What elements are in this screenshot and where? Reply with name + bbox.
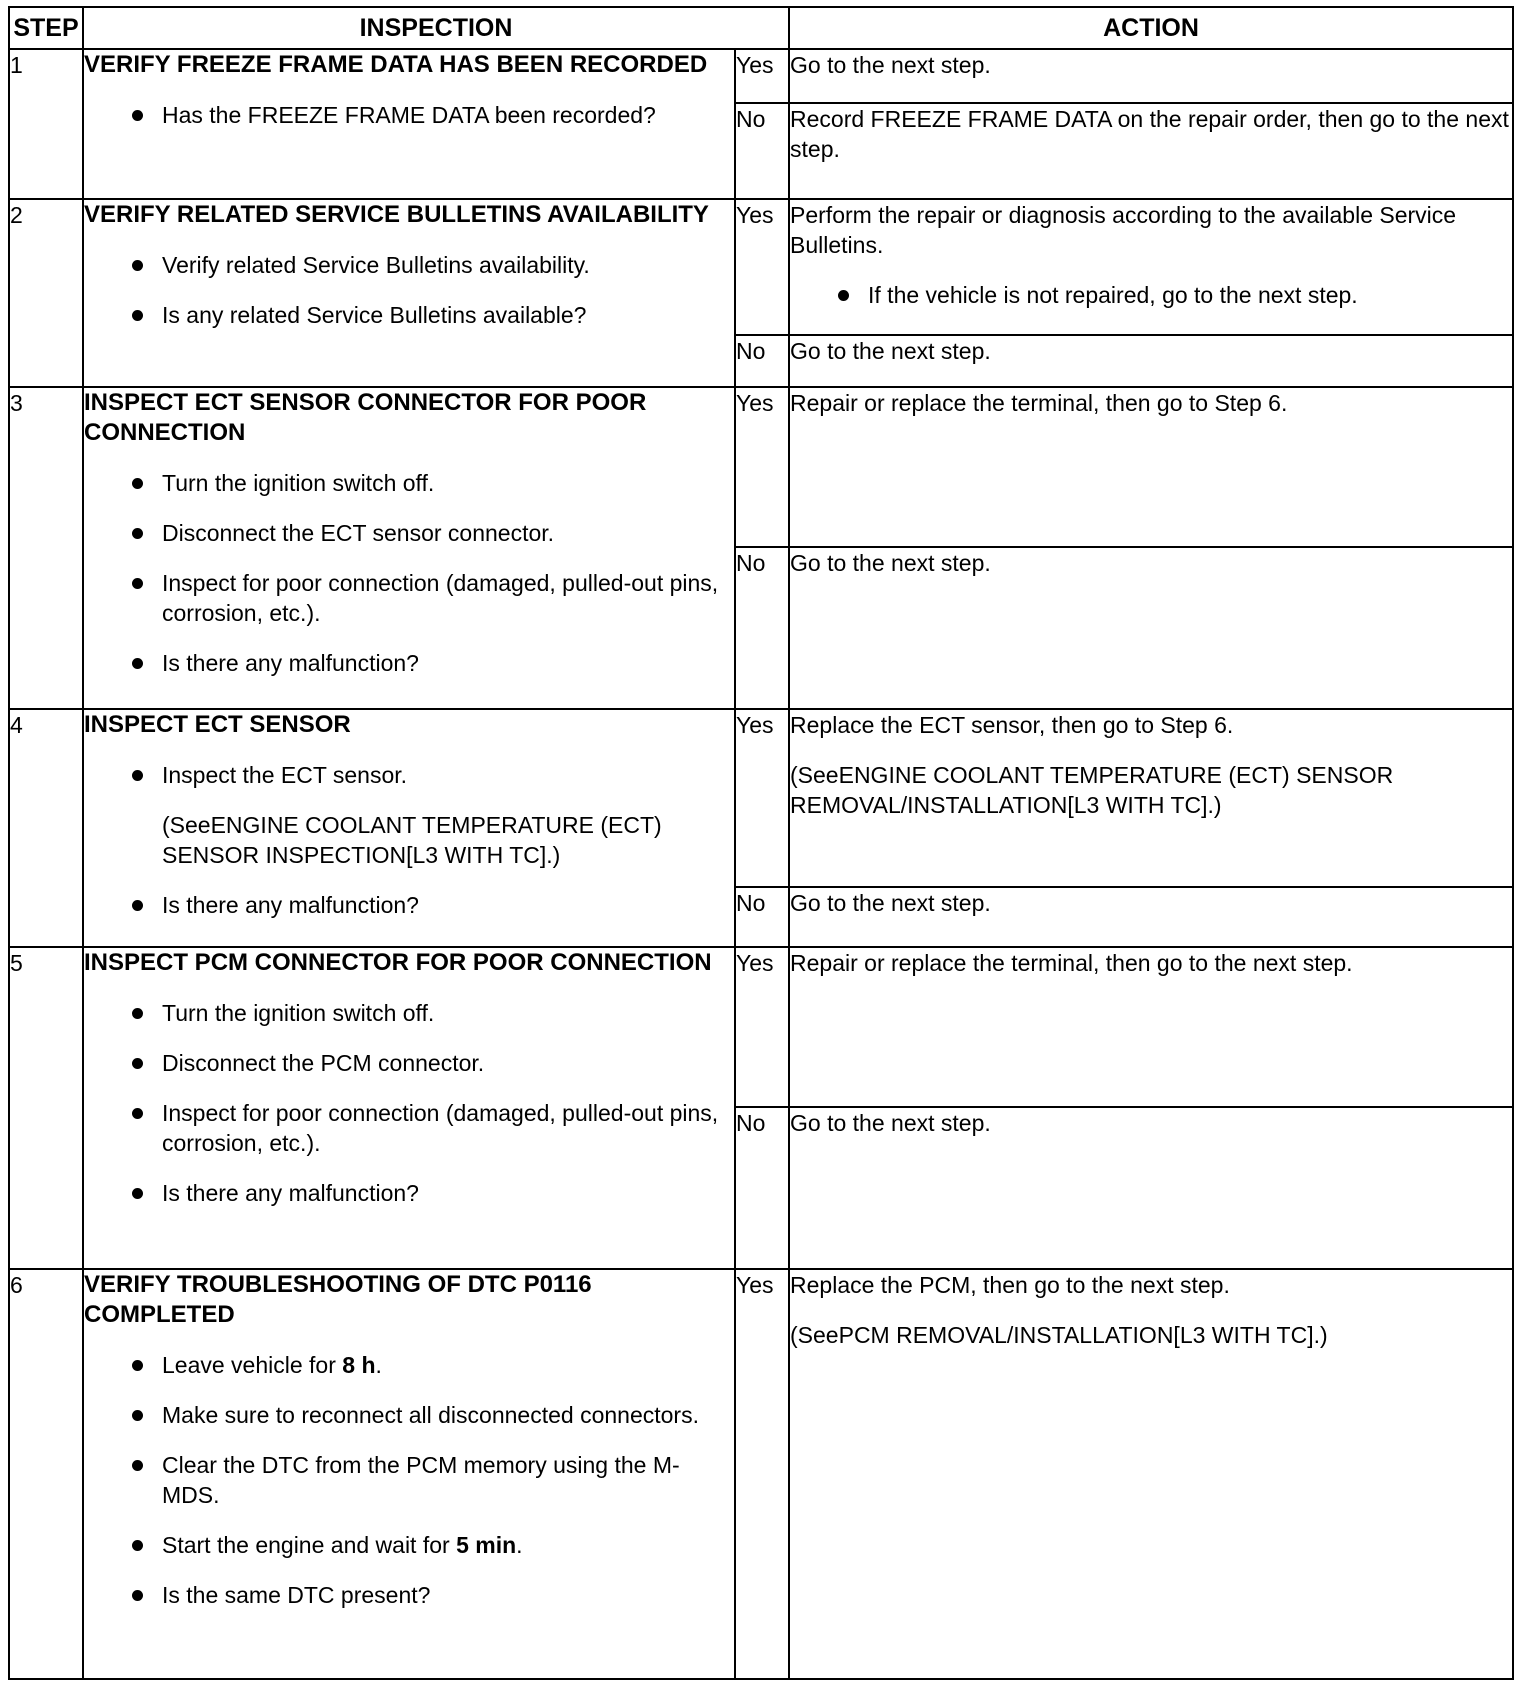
item-text: Start the engine and wait for xyxy=(162,1532,457,1558)
yes-action xyxy=(789,199,1513,335)
no-action xyxy=(789,1107,1513,1269)
action-text: Record FREEZE FRAME DATA on the repair order, then go to the next step. xyxy=(790,106,1509,162)
step-6-row xyxy=(9,1269,1513,1679)
step-title: INSPECT ECT SENSOR xyxy=(84,711,351,738)
inspection-item: Inspect for poor connection (damaged, pulled-out pins, corrosion, etc.). xyxy=(84,568,734,628)
step-3-row xyxy=(9,387,1513,547)
action-text: Go to the next step. xyxy=(790,338,991,364)
no-label: No xyxy=(735,887,789,947)
table-header-row xyxy=(9,7,1513,49)
action-text: Repair or replace the terminal, then go to the next step. xyxy=(790,950,1353,976)
header-action: ACTION xyxy=(789,7,1513,49)
no-label: No xyxy=(735,103,789,199)
header-inspection: INSPECTION xyxy=(83,7,789,49)
step-title: VERIFY TROUBLESHOOTING OF DTC P0116 COMPLETED xyxy=(84,1271,592,1328)
yes-action xyxy=(789,49,1513,103)
yes-label: Yes xyxy=(735,1269,789,1679)
inspection-item: Inspect the ECT sensor. xyxy=(84,760,734,790)
action-text: Go to the next step. xyxy=(790,890,991,916)
inspection-item: Inspect for poor connection (damaged, pulled-out pins, corrosion, etc.). xyxy=(84,1098,734,1158)
step-inspection xyxy=(83,49,735,199)
item-duration: 5 min xyxy=(456,1532,517,1558)
yes-action xyxy=(789,947,1513,1107)
step-inspection xyxy=(83,199,735,387)
no-action xyxy=(789,335,1513,387)
action-bullet: If the vehicle is not repaired, go to the next step. xyxy=(790,280,1512,310)
inspection-item: Verify related Service Bulletins availability. xyxy=(84,250,734,280)
item-text-end: . xyxy=(375,1352,382,1378)
yes-action xyxy=(789,1269,1513,1679)
inspection-item: Is there any malfunction? xyxy=(84,890,734,920)
step-inspection xyxy=(83,947,735,1269)
inspection-item: Turn the ignition switch off. xyxy=(84,998,734,1028)
action-text: Go to the next step. xyxy=(790,1110,991,1136)
step-number: 3 xyxy=(9,387,83,709)
item-text: Leave vehicle for xyxy=(162,1352,343,1378)
action-text: Perform the repair or diagnosis according to the available Service Bulletins. xyxy=(790,202,1457,258)
inspection-item: Is there any malfunction? xyxy=(84,1178,734,1208)
step-title: INSPECT PCM CONNECTOR FOR POOR CONNECTION xyxy=(84,949,712,976)
yes-label: Yes xyxy=(735,49,789,103)
header-step: STEP xyxy=(9,7,83,49)
inspection-item: Turn the ignition switch off. xyxy=(84,468,734,498)
yes-label: Yes xyxy=(735,947,789,1107)
step-number: 4 xyxy=(9,709,83,947)
step-inspection xyxy=(83,709,735,947)
reference-note: (SeeENGINE COOLANT TEMPERATURE (ECT) SENSOR REMOVAL/INSTALLATION[L3 WITH TC].) xyxy=(790,762,1394,818)
no-label: No xyxy=(735,335,789,387)
inspection-item: Is there any malfunction? xyxy=(84,648,734,678)
no-label: No xyxy=(735,547,789,709)
step-inspection xyxy=(83,1269,735,1679)
item-text-end: . xyxy=(516,1532,523,1558)
step-number: 2 xyxy=(9,199,83,387)
step-5-row xyxy=(9,947,1513,1107)
diagnostic-procedure-table xyxy=(8,6,1514,1680)
inspection-item: Disconnect the PCM connector. xyxy=(84,1048,734,1078)
no-label: No xyxy=(735,1107,789,1269)
item-duration: 8 h xyxy=(342,1352,376,1378)
inspection-item: Is the same DTC present? xyxy=(84,1580,734,1610)
reference-note: (SeeENGINE COOLANT TEMPERATURE (ECT) SENSOR INSPECTION[L3 WITH TC].) xyxy=(162,812,662,868)
yes-label: Yes xyxy=(735,387,789,547)
action-text: Replace the PCM, then go to the next step. xyxy=(790,1272,1230,1298)
step-4-row xyxy=(9,709,1513,887)
step-number: 1 xyxy=(9,49,83,199)
step-1-row xyxy=(9,49,1513,103)
no-action xyxy=(789,547,1513,709)
inspection-item: Clear the DTC from the PCM memory using the M-MDS. xyxy=(84,1450,734,1510)
yes-action xyxy=(789,709,1513,887)
action-text: Replace the ECT sensor, then go to Step 6. xyxy=(790,712,1234,738)
inspection-item: Is any related Service Bulletins available? xyxy=(84,300,734,330)
action-text: Repair or replace the terminal, then go to Step 6. xyxy=(790,390,1288,416)
step-number: 5 xyxy=(9,947,83,1269)
no-action xyxy=(789,887,1513,947)
inspection-item: Has the FREEZE FRAME DATA been recorded? xyxy=(84,100,734,130)
step-2-row xyxy=(9,199,1513,335)
inspection-item: Disconnect the ECT sensor connector. xyxy=(84,518,734,548)
no-action xyxy=(789,103,1513,199)
step-number: 6 xyxy=(9,1269,83,1679)
yes-action xyxy=(789,387,1513,547)
yes-label: Yes xyxy=(735,199,789,335)
step-title: VERIFY FREEZE FRAME DATA HAS BEEN RECORDED xyxy=(84,51,708,78)
inspection-item xyxy=(84,1530,734,1560)
action-text: Go to the next step. xyxy=(790,550,991,576)
inspection-item xyxy=(84,1350,734,1380)
step-title: VERIFY RELATED SERVICE BULLETINS AVAILABILITY xyxy=(84,201,709,228)
action-text: Go to the next step. xyxy=(790,52,991,78)
inspection-item: Make sure to reconnect all disconnected connectors. xyxy=(84,1400,734,1430)
step-title: INSPECT ECT SENSOR CONNECTOR FOR POOR CONNECTION xyxy=(84,389,647,446)
reference-note: (SeePCM REMOVAL/INSTALLATION[L3 WITH TC].) xyxy=(790,1322,1328,1348)
step-inspection xyxy=(83,387,735,709)
yes-label: Yes xyxy=(735,709,789,887)
